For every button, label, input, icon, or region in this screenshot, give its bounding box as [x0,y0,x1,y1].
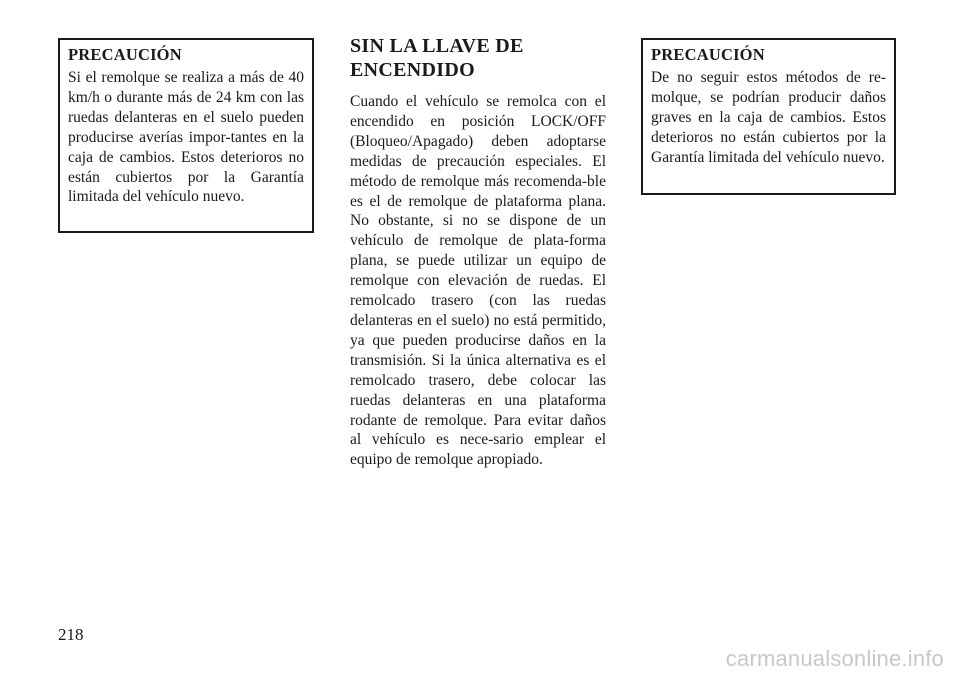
section-body: Cuando el vehículo se remolca con el encendido en posición LOCK/OFF (Bloqueo/Apagado) deben adoptarse medidas de precaución especiales. El método de remolque más recomenda-ble es el de remolque de plataforma plana. No obstante, si no se dispone de un vehículo de remolque de plata-forma plana, se puede utilizar un equipo de remolque con elevación de ruedas. El remolcado trasero (con las ruedas delanteras en el suelo) no está permitido, ya que pueden producirse daños en la transmisión. Si la única alternativa es el remolcado trasero, debe colocar las ruedas delanteras en una plataforma rodante de remolque. Para evitar daños al vehículo es nece-sario emplear el equipo de remolque apropiado. [350,93,606,469]
section-title: SIN LA LLAVE DE ENCENDIDO [350,35,524,81]
caution-title-left: PRECAUCIÓN [68,45,182,64]
main-column [350,34,606,470]
caution-text-left: Si el remolque se realiza a más de 40 km/h o durante más de 24 km con las ruedas delanteras en el suelo pueden producirse averías impor-tantes en la caja de cambios. Estos deterioros no están cubiertos por la Garantía limitada del vehículo nuevo. [68,69,304,206]
caution-text-right: De no seguir estos métodos de re-molque, se podrían producir daños graves en la caja de cambios. Estos deterioros no están cubiertos por la Garantía limitada del vehículo nuevo. [651,69,886,166]
page-number: 218 [58,625,84,644]
caution-box-right [641,38,896,195]
caution-title-right: PRECAUCIÓN [651,45,765,64]
watermark-text: carmanualsonline.info [725,646,944,671]
caution-box-left [58,38,314,233]
